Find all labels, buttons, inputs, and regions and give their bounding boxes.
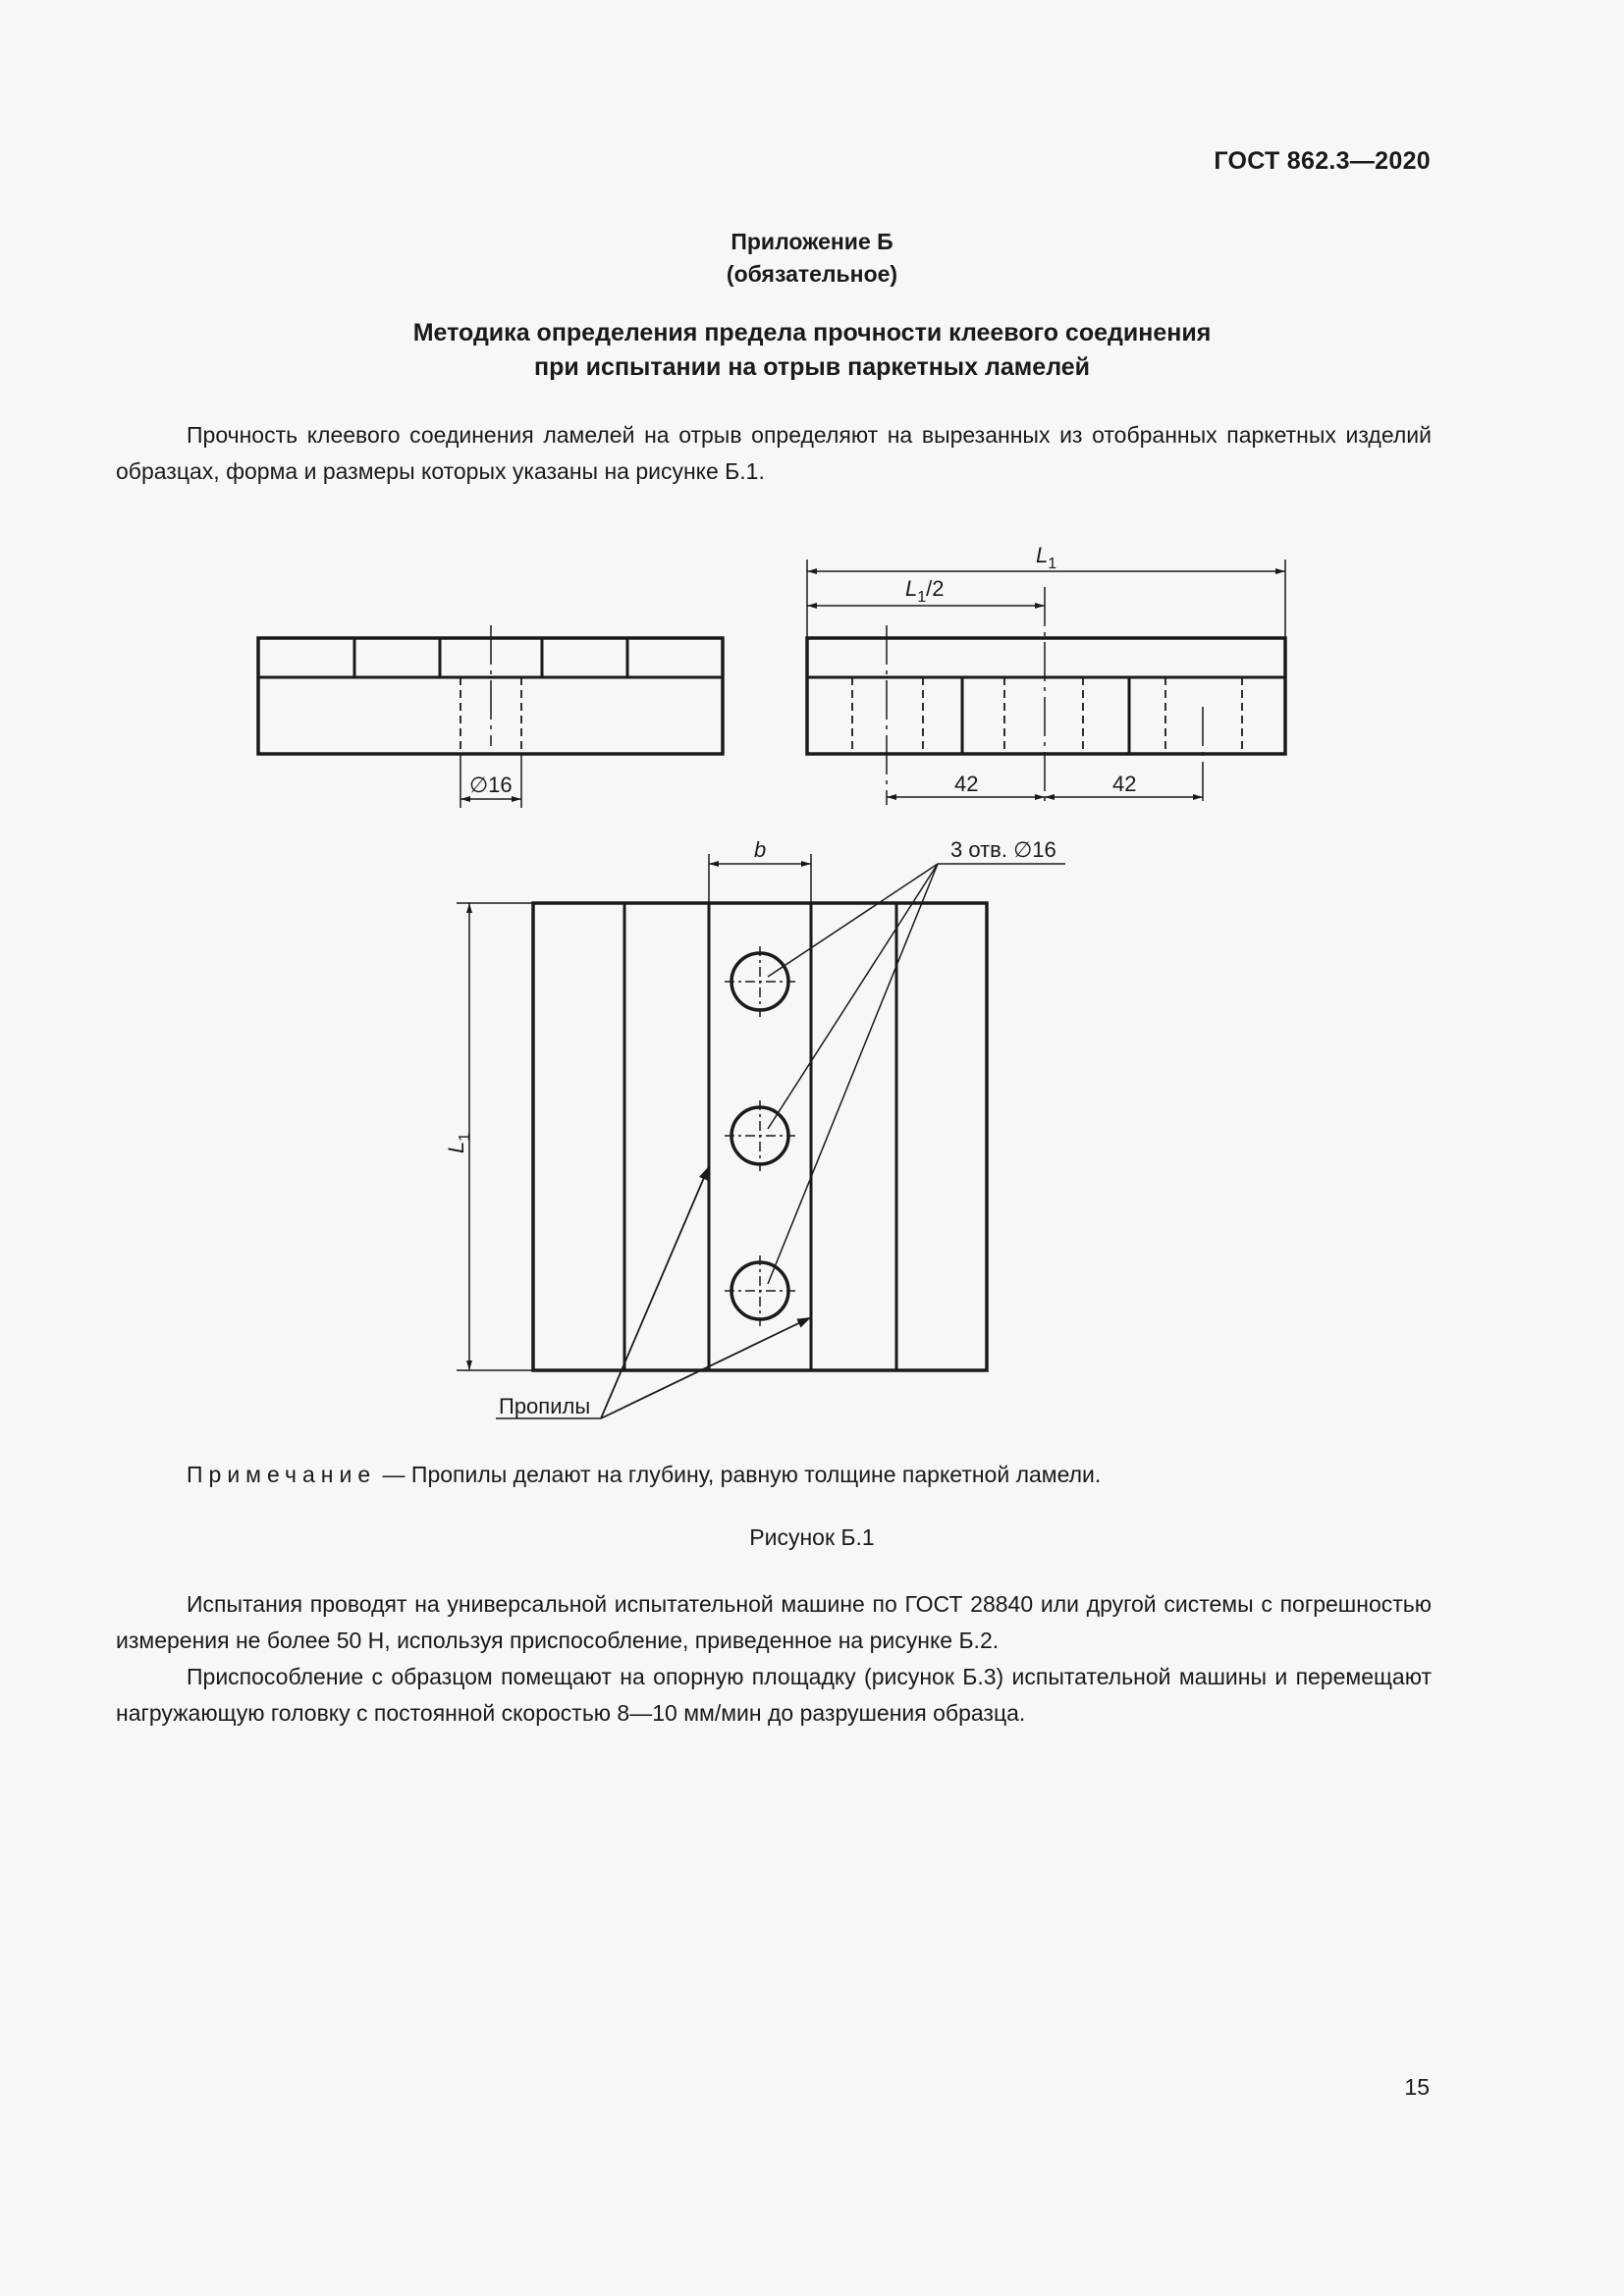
intro-paragraph: Прочность клеевого соединения ламелей на отрыв определяют на вырезанных из отобранных паркетных изделий образцах, форма и размеры которых указаны на рисунке Б.1. <box>116 422 1432 484</box>
test-paragraph-1: Испытания проводят на универсальной испытательной машине по ГОСТ 28840 или другой системы с погрешностью измерения не более 50 Н, используя приспособление, приведенное на рисунке Б.2. <box>116 1591 1432 1653</box>
l1-half-label: $L_1/2$ <box>905 576 945 606</box>
note-label: Примечание <box>187 1462 377 1487</box>
note-text: — Пропилы делают на глубину, равную толщине паркетной ламели. <box>376 1462 1102 1487</box>
standard-code: ГОСТ 862.3—2020 <box>1214 147 1431 175</box>
technical-drawing <box>0 530 1624 1433</box>
test-paragraph-2: Приспособление с образцом помещают на опорную площадку (рисунок Б.3) испытательной машины и перемещают нагружающую головку с постоянной скоростью 8—10 мм/мин до разрушения образца. <box>116 1664 1432 1726</box>
right-view <box>807 560 1285 805</box>
figure-caption: Рисунок Б.1 <box>749 1524 875 1550</box>
appendix-heading <box>0 226 1624 291</box>
section-title-line-2: при испытании на отрыв паркетных ламелей <box>533 353 1091 381</box>
appendix-title: Приложение Б <box>731 229 893 254</box>
diameter-label: ∅16 <box>469 773 513 797</box>
section-title-line-1: Методика определения предела прочности клеевого соединения <box>412 319 1212 347</box>
figure-b1 <box>0 530 1624 1433</box>
dimension-42-right-label: 42 <box>1112 772 1137 796</box>
l1-label: $L_1$ <box>1036 543 1057 572</box>
page-number: 15 <box>1404 2074 1430 2100</box>
holes-label: 3 отв. ∅16 <box>950 837 1056 862</box>
b-label: b <box>754 837 767 862</box>
figure-note <box>187 1460 1101 1489</box>
right-view-outline <box>807 638 1285 754</box>
kerfs-label: Пропилы <box>499 1394 591 1418</box>
dimension-42-left-label: 42 <box>954 772 979 796</box>
appendix-status: (обязательное) <box>726 261 898 287</box>
plan-view <box>457 854 1065 1418</box>
section-title <box>0 316 1624 385</box>
svg-text:L1: $L_1$ <box>444 1132 473 1153</box>
